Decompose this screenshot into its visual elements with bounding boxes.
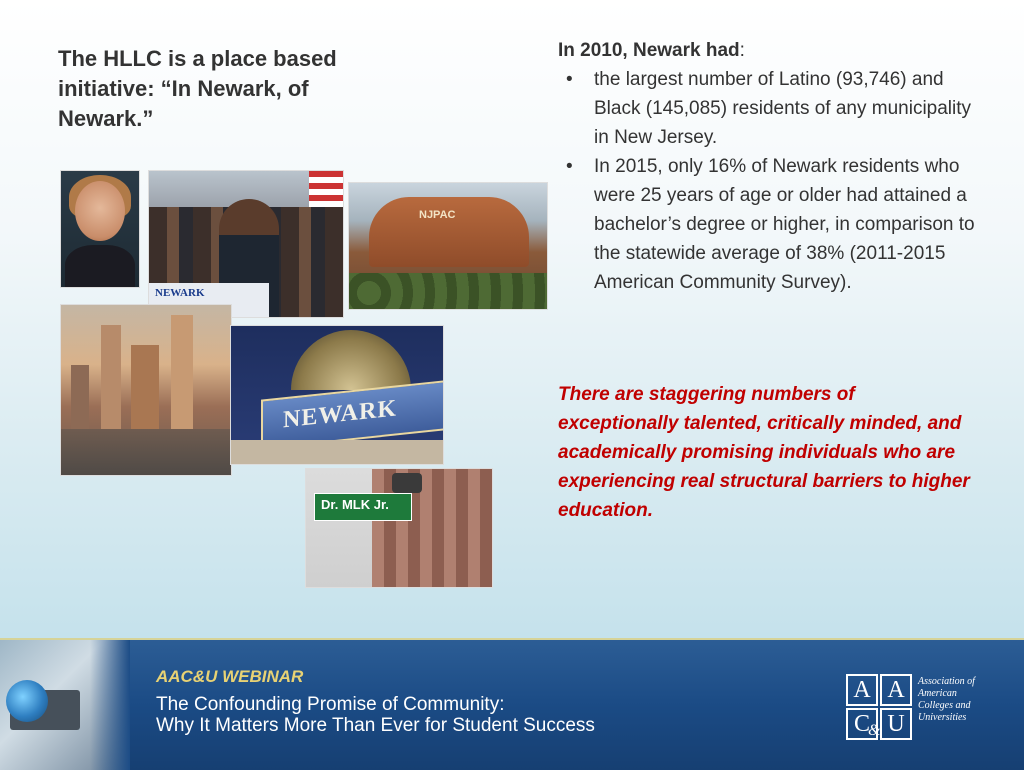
webinar-title-line1: The Confounding Promise of Community: — [156, 694, 505, 715]
callout-text: There are staggering numbers of exceptionally talented, critically minded, and academically promising individuals who are experiencing real structural barriers to higher education. — [558, 384, 970, 521]
banner-photo — [0, 640, 130, 770]
logo-name: Association of American Colleges and Universities — [918, 676, 975, 723]
street-sign-text: Dr. MLK Jr. — [321, 497, 389, 512]
press-conference-photo — [148, 170, 344, 318]
globe-icon — [6, 680, 48, 722]
skyline-photo — [60, 304, 232, 476]
list-item: • the largest number of Latino (93,746) and Black (145,085) residents of any municipality in New Jersey. — [558, 65, 978, 152]
webinar-label: AAC&U WEBINAR — [156, 667, 304, 686]
arena-photo — [348, 182, 548, 310]
facts-block — [558, 36, 978, 297]
traffic-light-icon — [392, 473, 422, 493]
aacu-logo: A A C U & Association of American Colleges and Universities — [846, 674, 976, 740]
marquee-text: NEWARK — [283, 395, 398, 434]
webinar-banner — [0, 638, 1024, 770]
webinar-title-line2: Why It Matters More Than Ever for Student Success — [156, 715, 595, 736]
theater-marquee-photo — [230, 325, 444, 465]
portrait-photo — [60, 170, 140, 288]
bullet-icon: • — [566, 156, 573, 177]
list-item: • In 2015, only 16% of Newark residents who were 25 years of age or older had attained a bachelor’s degree or higher, in comparison to the statewide average of 38% (2011-2015 American Community Survey). — [558, 152, 978, 297]
arena-sign-text: NJPAC — [419, 209, 456, 221]
bullet-icon: • — [566, 69, 573, 90]
page-title: The HLLC is a place based initiative: “In Newark, of Newark.” — [58, 46, 337, 131]
street-sign-photo — [305, 468, 493, 588]
podium-sign-text: NEWARK — [155, 287, 205, 299]
facts-intro: In 2010, Newark had: — [558, 40, 745, 61]
facts-list — [558, 65, 978, 297]
